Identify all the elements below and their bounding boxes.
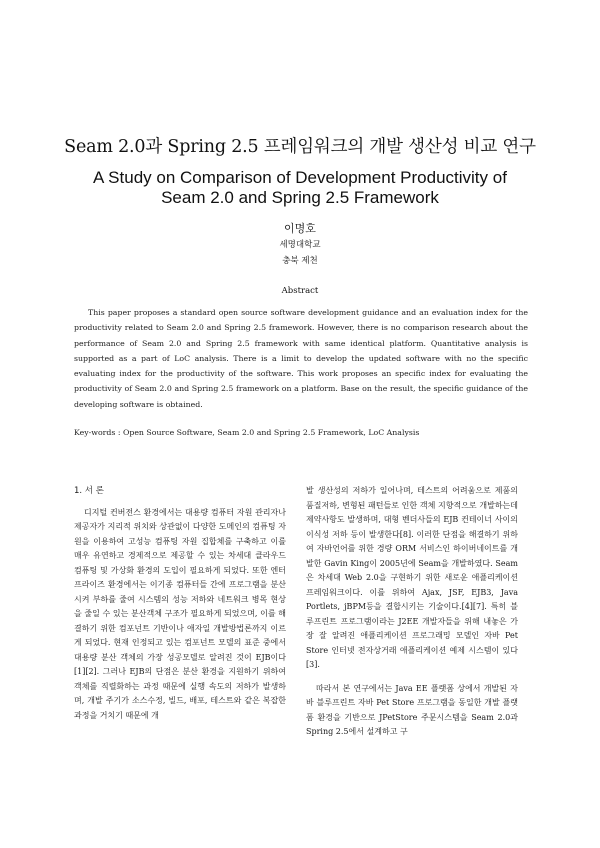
abstract-body: This paper proposes a standard open source software development guidance and an evaluation index for the productivity related to Seam 2.0 and Spring 2.5 framework. However, there is no comparison research about the performance of Seam 2.0 and Spring 2.5 framework with same identical platform. Quantitative analysis is supported as a part of LoC analysis. There is a limit to develop the updated software with no the specific evaluating index for the productivity of the software. This work proposes an specific index for evaluating the productivity of Seam 2.0 and Spring 2.5 framework on a platform. Base on the result, the specific guidance of the developing software is obtained. bbox=[74, 308, 528, 409]
affiliation-university: 세명대학교 bbox=[279, 240, 321, 250]
section-heading: 1. 서 론 bbox=[74, 486, 104, 496]
title-english-line-1: A Study on Comparison of Development Productivity of bbox=[93, 168, 507, 187]
title-english-line-2: Seam 2.0 and Spring 2.5 Framework bbox=[161, 188, 439, 207]
title-korean: Seam 2.0과 Spring 2.5 프레임워크의 개발 생산성 비교 연구 bbox=[64, 137, 536, 157]
column-right bbox=[306, 484, 518, 740]
column-left bbox=[74, 484, 286, 723]
abstract-heading: Abstract bbox=[281, 286, 319, 296]
affiliation-location: 충북 제천 bbox=[282, 256, 318, 266]
author-name: 이명호 bbox=[284, 222, 316, 235]
paragraph: 따라서 본 연구에서는 Java EE 플랫폼 상에서 개발된 자바 블루프린트 자바 Pet Store 프로그램을 동일한 개발 플랫폼 환경을 기반으로 JPetStore 주문시스템을 Seam 2.0과 Spring 2.5에서 설계하고 구 bbox=[306, 683, 518, 736]
title-english bbox=[0, 168, 600, 208]
paragraph: 디지털 컨버전스 환경에서는 대용량 컴퓨터 자원 관리자나 제공자가 지리적 위치와 상관없이 다양한 도메인의 컴퓨팅 자원을 이용하여 고성능 컴퓨팅 자원 집합체를 구축하고 이를 매우 유연하고 경제적으로 제공할 수 있는 차세대 클라우드 컴퓨팅 및 가상화 환경의 도입이 필요하게 되었다. 또한 엔터프라이즈 환경에서는 이기종 컴퓨터들 간에 프로그램을 분산시켜 부하를 줄여 시스템의 성능 저하와 네트워크 병목 현상을 줄일 수 있는 분산객체 구조가 필요하게 되었으며, 이를 해결하기 위한 컴포넌트 기반이나 애자일 개발방법론까지 이르게 되었다. 현재 인정되고 있는 컴포넌트 모델의 표준 중에서 대용량 분산 객체의 가장 성공모델로 알려진 것이 EJB이다[1][2]. 그러나 EJB의 단점은 분산 환경을 지원하기 위하여 객체를 직렬화하는 과정 때문에 실행 속도의 저하가 발생하며, 개발 주기가 소스수정, 빌드, 배포, 테스트와 같은 복잡한 과정을 거치기 때문에 개 bbox=[74, 507, 286, 720]
keywords: Key-words : Open Source Software, Seam 2.0 and Spring 2.5 Framework, LoC Analysis bbox=[74, 428, 420, 437]
paragraph: 발 생산성의 저하가 일어나며, 테스트의 어려움으로 제품의 품질저하, 변형된 패턴들로 인한 객체 지향적으로 개발하는데 제약사항도 발생하며, 대형 벤더사들의 EJB 컨테이너 사이의 이식성 저하 등이 발생한다[8]. 이러한 단점을 해결하기 위하여 자바언어를 위한 경량 ORM 서비스인 하이버네이트를 개발한 Gavin King이 2005년에 Seam을 개발하였다. Seam은 차세대 Web 2.0을 구현하기 위한 새로운 애플리케이션 프레임워크이다. 이를 위하여 Ajax, JSF, EJB3, Java Portlets, jBPM등을 결합시키는 기술이다.[4][7]. 특히 블루프린트 프로그램이라는 J2EE 개발자들을 위해 내놓은 가장 잘 알려진 애플리케이션 프로그래밍 모델인 자바 Pet Store 인터넷 전자상거래 애플리케이션 예제 시스템이 있다[3]. bbox=[306, 486, 518, 669]
